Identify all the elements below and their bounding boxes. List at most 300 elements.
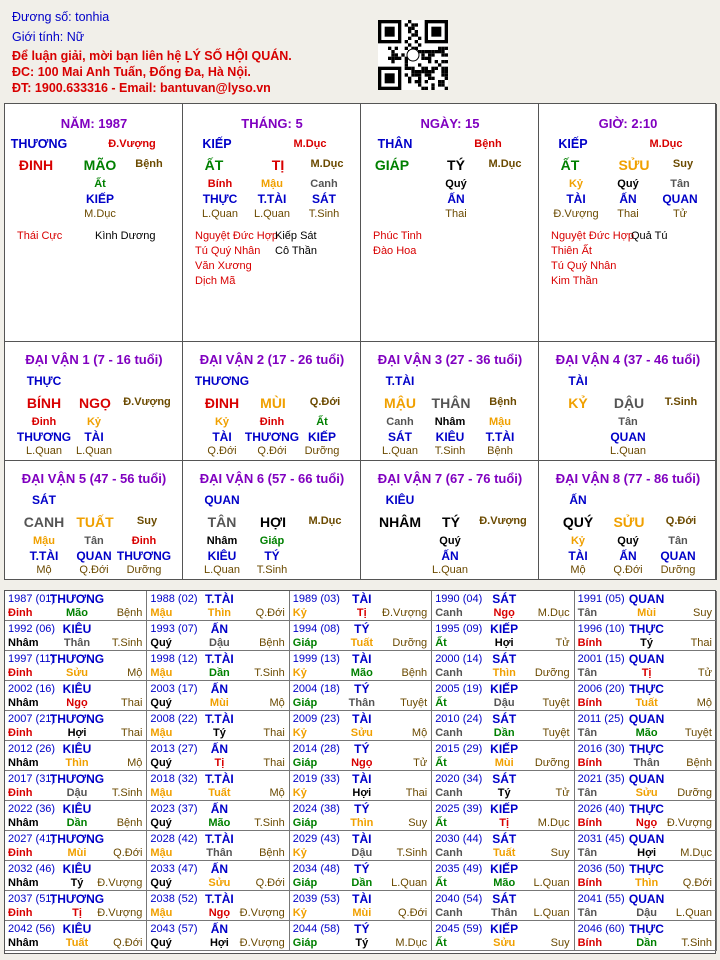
dv-hidden-stem: Tân — [618, 416, 638, 428]
year-stem: Quý — [150, 697, 172, 709]
dai-van-god: THỰC — [26, 374, 62, 388]
year-stem: Đinh — [8, 787, 33, 799]
star-left: Tú Quý Nhân — [195, 245, 261, 257]
year-cell — [5, 711, 147, 741]
year-cell — [5, 861, 147, 891]
pillar-life-stage: Bệnh — [135, 158, 163, 170]
year-stem: Mậu — [150, 667, 173, 679]
year-branch: Dậu — [66, 787, 88, 799]
dv-hidden-stage: Dưỡng — [126, 564, 162, 576]
year-cell — [575, 741, 717, 771]
year-branch: Dậu — [351, 847, 373, 859]
year-stem: Nhâm — [8, 817, 39, 829]
year-label: 2013 (27) — [150, 743, 198, 755]
hidden-stem: Mậu — [261, 178, 283, 190]
year-cell — [290, 891, 432, 921]
dv-hidden-god: TÝ — [264, 549, 280, 563]
year-stem: Đinh — [8, 727, 33, 739]
dv-hidden-god: TÀI — [212, 430, 232, 444]
year-stage: Đ.Vượng — [239, 907, 285, 919]
year-god: SÁT — [492, 832, 517, 846]
year-label: 2022 (36) — [8, 803, 56, 815]
year-god: THỰC — [629, 622, 664, 636]
year-branch: Ngọ — [635, 817, 658, 829]
year-stem: Ất — [435, 697, 447, 709]
year-god: KIẾP — [490, 622, 519, 636]
owner-label: Đương số: — [12, 10, 76, 24]
year-stage: Mộ — [127, 757, 143, 769]
year-cell — [575, 801, 717, 831]
year-cell — [147, 591, 289, 621]
dai-van-7 — [361, 461, 539, 580]
year-stage: Suy — [550, 937, 570, 949]
year-stage: Dưỡng — [392, 637, 428, 649]
hidden-stem-stage: Thai — [445, 208, 467, 220]
qr-svg — [378, 20, 448, 90]
year-god: QUAN — [628, 592, 665, 606]
year-stem: Nhâm — [8, 937, 39, 949]
star-left: Tú Quý Nhân — [551, 260, 617, 272]
year-stage: Tử — [413, 757, 428, 769]
year-label: 2004 (18) — [292, 683, 340, 695]
year-branch: Sửu — [493, 937, 516, 949]
year-branch: Tý — [355, 937, 369, 949]
hidden-stem-god: ẤN — [619, 192, 637, 206]
pillar-stem-god: KIẾP — [558, 137, 588, 151]
year-stage: Dưỡng — [534, 667, 570, 679]
hidden-stem-stage: T.Sinh — [308, 208, 340, 220]
year-stem: Kỷ — [292, 907, 307, 919]
pillar-earthly-branch: TỊ — [271, 157, 285, 173]
pillar-life-stage: M.Dục — [488, 158, 522, 170]
year-god: KIÊU — [62, 622, 92, 636]
year-branch: Tị — [356, 607, 367, 619]
star-right: Cô Thần — [275, 245, 317, 257]
year-branch: Tuất — [208, 787, 231, 799]
owner-name: tonhia — [75, 10, 110, 24]
star-left: Nguyệt Đức Hợp — [551, 230, 635, 242]
year-stage: Thai — [120, 727, 143, 739]
year-cell — [432, 921, 574, 951]
year-stage: Suy — [550, 847, 570, 859]
dv-hidden-stem: Đinh — [259, 416, 285, 428]
year-stage: Mộ — [411, 727, 428, 739]
year-god: THỰC — [629, 682, 664, 696]
dai-van-god: SÁT — [32, 493, 56, 507]
year-branch: Sửu — [65, 667, 89, 679]
year-branch: Thân — [348, 697, 375, 709]
dv-hidden-stage: L.Quan — [75, 445, 113, 457]
year-label: 2012 (26) — [8, 743, 56, 755]
dai-van-1 — [5, 342, 183, 461]
year-stem: Nhâm — [8, 637, 39, 649]
year-branch: Dần — [209, 667, 230, 679]
year-branch: Sửu — [350, 727, 373, 739]
year-god: ẤN — [210, 682, 229, 696]
year-god: ẤN — [210, 622, 229, 636]
year-branch: Dậu — [209, 637, 230, 649]
year-stage: L.Quan — [533, 877, 570, 889]
year-label: 2018 (32) — [150, 773, 198, 785]
year-stage: Q.Đới — [255, 607, 285, 619]
year-cell — [290, 861, 432, 891]
year-branch: Tý — [497, 787, 511, 799]
year-branch: Thân — [633, 757, 660, 769]
star-right: Kiếp Sát — [275, 230, 317, 242]
year-cell — [147, 891, 289, 921]
year-stem: Tân — [577, 607, 598, 619]
dv-hidden-stage: Dưỡng — [660, 564, 696, 576]
year-stem: Giáp — [292, 877, 318, 889]
pillar-stem-god: KIẾP — [202, 137, 232, 151]
year-god: TÀI — [352, 592, 372, 606]
year-stem: Tân — [577, 847, 598, 859]
hidden-stem: Ất — [94, 178, 106, 190]
year-stem: Tân — [577, 907, 598, 919]
year-stage: Bệnh — [116, 817, 143, 829]
dai-van-stage: T.Sinh — [664, 396, 698, 408]
year-stage: Mộ — [696, 697, 712, 709]
year-branch: Ngọ — [208, 907, 231, 919]
hidden-stem-stage: M.Dục — [84, 208, 116, 220]
year-god: SÁT — [492, 892, 517, 906]
star-left: Thiên Ất — [551, 245, 592, 257]
year-stage: Tuyệt — [400, 697, 428, 709]
year-god: SÁT — [492, 772, 517, 786]
year-branch: Mão — [493, 877, 516, 889]
hidden-stem: Bính — [207, 178, 233, 190]
year-label: 1997 (11) — [8, 653, 55, 665]
year-stage: L.Quan — [533, 907, 570, 919]
year-label: 2007 (21) — [8, 713, 56, 725]
year-label: 2025 (39) — [435, 803, 483, 815]
year-branch: Mùi — [637, 607, 657, 619]
year-cell — [5, 651, 147, 681]
qr-code-icon — [378, 20, 448, 90]
year-stem: Tân — [577, 787, 598, 799]
year-label: 2038 (52) — [150, 893, 198, 905]
dai-van-branch: NGỌ — [79, 395, 111, 411]
year-stage: Tử — [555, 637, 570, 649]
contact-address: ĐC: 100 Mai Anh Tuấn, Đống Đa, Hà Nội. — [12, 65, 251, 79]
dai-van-title: ĐẠI VẬN 7 (67 - 76 tuổi) — [377, 471, 523, 486]
dv-hidden-stem: Quý — [439, 535, 461, 547]
year-stage: Đ.Vượng — [239, 937, 285, 949]
year-god: TÀI — [352, 832, 372, 846]
dai-van-title: ĐẠI VẬN 1 (7 - 16 tuổi) — [25, 352, 163, 367]
year-branch: Tị — [499, 817, 510, 829]
dai-van-god: KIÊU — [385, 493, 415, 507]
year-stem: Ất — [435, 757, 447, 769]
pillar-stem-state: M.Dục — [649, 138, 683, 150]
year-cell — [147, 861, 289, 891]
year-stage: Suy — [408, 817, 428, 829]
year-stem: Canh — [435, 667, 463, 679]
pillar-1 — [5, 104, 183, 342]
year-cell — [290, 921, 432, 951]
dai-van-branch: THÂN — [431, 395, 471, 411]
year-stem: Kỷ — [292, 727, 307, 739]
year-label: 2010 (24) — [435, 713, 483, 725]
year-god: THƯƠNG — [49, 832, 105, 846]
pillar-heavenly-stem: ẤT — [204, 157, 224, 173]
year-stem: Ất — [435, 877, 447, 889]
year-label: 1999 (13) — [292, 653, 340, 665]
year-god: QUAN — [628, 772, 665, 786]
hidden-stem-stage: Thai — [617, 208, 639, 220]
year-stage: Tuyệt — [542, 727, 570, 739]
year-god: QUAN — [628, 832, 665, 846]
year-stem: Đinh — [8, 607, 33, 619]
year-stage: Tuyệt — [542, 697, 570, 709]
year-cell — [432, 651, 574, 681]
dv-hidden-stem: Đinh — [31, 416, 57, 428]
year-label: 2005 (19) — [435, 683, 483, 695]
year-stem: Giáp — [292, 637, 318, 649]
year-branch: Hợi — [637, 847, 657, 859]
year-label: 2000 (14) — [435, 653, 483, 665]
year-branch: Tị — [72, 907, 82, 919]
year-stem: Mậu — [150, 907, 173, 919]
dai-van-branch: TÝ — [442, 514, 460, 530]
year-stem: Mậu — [150, 847, 173, 859]
year-stage: Q.Đới — [113, 937, 143, 949]
pillar-stem-state: Đ.Vượng — [108, 138, 156, 150]
year-god: KIẾP — [490, 742, 519, 756]
year-god: SÁT — [492, 592, 517, 606]
year-cell — [5, 621, 147, 651]
dv-hidden-stage: T.Sinh — [434, 445, 466, 457]
year-stem: Kỷ — [292, 847, 307, 859]
dv-hidden-stage: Q.Đới — [207, 445, 237, 457]
dai-van-branch: DẬU — [613, 395, 645, 411]
dai-van-stage: Đ.Vượng — [479, 515, 527, 527]
year-branch: Dần — [66, 817, 88, 829]
year-cell — [147, 801, 289, 831]
hidden-stem-god: TÀI — [566, 192, 586, 206]
year-stem: Ất — [435, 817, 447, 829]
year-label: 2017 (31) — [8, 773, 56, 785]
hidden-stem: Canh — [310, 178, 338, 190]
dv-hidden-god: THƯƠNG — [16, 430, 72, 444]
dv-hidden-god: TÀI — [84, 430, 104, 444]
pillar-stem-god: THƯƠNG — [10, 137, 68, 151]
year-cell — [147, 681, 289, 711]
year-god: ẤN — [210, 862, 229, 876]
year-label: 1988 (02) — [150, 593, 198, 605]
year-stage: Đ.Vượng — [382, 607, 428, 619]
yearly-table — [4, 590, 716, 954]
dv-hidden-god: ẤN — [619, 549, 637, 563]
dv-hidden-stage: L.Quan — [203, 564, 241, 576]
dai-van-title: ĐẠI VẬN 3 (27 - 36 tuổi) — [377, 352, 523, 367]
chart-grid — [4, 103, 716, 580]
year-stem: Quý — [150, 937, 172, 949]
year-stem: Đinh — [8, 847, 33, 859]
year-stem: Giáp — [292, 817, 318, 829]
dai-van-stem: QUÝ — [562, 514, 594, 530]
year-label: 1992 (06) — [8, 623, 56, 635]
year-cell — [290, 621, 432, 651]
year-label: 2037 (51) — [8, 893, 56, 905]
year-god: KIẾP — [490, 862, 519, 876]
year-branch: Thân — [491, 907, 518, 919]
dai-van-3 — [361, 342, 539, 461]
year-stage: Q.Đới — [255, 877, 285, 889]
year-cell — [575, 831, 717, 861]
year-branch: Mão — [208, 817, 231, 829]
year-branch: Sửu — [208, 877, 231, 889]
year-stem: Tân — [577, 667, 598, 679]
year-branch: Dậu — [636, 907, 657, 919]
year-god: KIẾP — [490, 922, 519, 936]
year-label: 2008 (22) — [150, 713, 198, 725]
dv-hidden-stem: Tân — [84, 535, 104, 547]
year-cell — [575, 591, 717, 621]
contact-phone-email: ĐT: 1900.633316 - Email: bantuvan@lyso.vn — [12, 81, 271, 95]
year-cell — [575, 621, 717, 651]
year-god: KIẾP — [490, 802, 519, 816]
year-branch: Tị — [641, 667, 652, 679]
hidden-stem: Kỷ — [568, 178, 584, 190]
year-stage: Q.Đới — [113, 847, 143, 859]
year-stage: Bệnh — [259, 637, 285, 649]
pillar-heavenly-stem: GIÁP — [374, 157, 410, 173]
year-stage: M.Dục — [395, 937, 428, 949]
year-god: TÝ — [354, 742, 370, 756]
year-cell — [147, 711, 289, 741]
year-cell — [5, 591, 147, 621]
year-branch: Mão — [635, 727, 658, 739]
dv-hidden-stem: Mậu — [33, 535, 55, 547]
pillar-heavenly-stem: ĐINH — [18, 157, 54, 173]
year-stem: Ất — [435, 637, 447, 649]
header — [0, 0, 720, 103]
year-god: THƯƠNG — [49, 892, 105, 906]
dai-van-stem: TÂN — [207, 514, 237, 530]
year-label: 1996 (10) — [577, 623, 625, 635]
year-stem: Canh — [435, 607, 463, 619]
year-stem: Quý — [150, 877, 172, 889]
year-branch: Ngọ — [493, 607, 515, 619]
year-branch: Dần — [636, 937, 657, 949]
star-left: Kim Thần — [551, 275, 598, 287]
year-stage: Bệnh — [116, 607, 143, 619]
year-label: 1994 (08) — [292, 623, 340, 635]
dai-van-branch: HỢI — [260, 514, 286, 530]
pillar-title: NGÀY: 15 — [420, 116, 480, 131]
year-label: 2026 (40) — [577, 803, 625, 815]
hidden-stem-stage: Đ.Vượng — [553, 208, 599, 220]
year-stem: Bính — [577, 937, 603, 949]
year-branch: Tị — [214, 757, 225, 769]
year-branch: Mùi — [352, 907, 372, 919]
year-cell — [147, 771, 289, 801]
year-god: KIẾP — [490, 682, 519, 696]
pillar-title: NĂM: 1987 — [60, 116, 128, 131]
year-label: 2006 (20) — [577, 683, 625, 695]
year-stem: Bính — [577, 877, 603, 889]
year-branch: Tý — [212, 727, 226, 739]
dv-hidden-stage: Mộ — [36, 564, 52, 576]
year-cell — [290, 651, 432, 681]
year-god: ẤN — [210, 922, 229, 936]
year-stem: Nhâm — [8, 757, 39, 769]
dai-van-god: QUAN — [204, 493, 240, 507]
year-label: 1993 (07) — [150, 623, 198, 635]
year-god: THƯƠNG — [49, 652, 105, 666]
pillar-title: THÁNG: 5 — [241, 116, 303, 131]
dai-van-god: ẤN — [569, 493, 587, 507]
gender-value: Nữ — [66, 30, 85, 44]
year-stage: Thai — [690, 637, 712, 649]
year-branch: Thìn — [207, 607, 231, 619]
year-stage: Suy — [693, 607, 712, 619]
dai-van-stage: Đ.Vượng — [123, 396, 171, 408]
year-stage: L.Quan — [391, 877, 428, 889]
year-cell — [147, 741, 289, 771]
year-stem: Canh — [435, 727, 463, 739]
dai-van-title: ĐẠI VẬN 8 (77 - 86 tuổi) — [555, 471, 701, 486]
year-stem: Kỷ — [292, 607, 307, 619]
year-branch: Mùi — [494, 757, 514, 769]
year-branch: Dần — [493, 727, 515, 739]
year-label: 1989 (03) — [292, 593, 340, 605]
year-god: TÝ — [354, 622, 370, 636]
year-cell — [575, 681, 717, 711]
year-god: THỰC — [629, 742, 664, 756]
dv-hidden-stage: Q.Đới — [613, 564, 643, 576]
year-label: 2003 (17) — [150, 683, 198, 695]
year-branch: Mùi — [209, 697, 229, 709]
year-cell — [290, 771, 432, 801]
year-label: 2016 (30) — [577, 743, 625, 755]
hidden-stem: Quý — [445, 178, 467, 190]
star-left: Phúc Tinh — [373, 230, 422, 242]
logo — [478, 8, 710, 96]
star-left: Nguyệt Đức Hợp — [195, 230, 279, 242]
dai-van-stem: CANH — [23, 514, 65, 530]
hidden-stem-stage: Tử — [672, 208, 688, 220]
year-label: 1991 (05) — [577, 593, 625, 605]
year-god: T.TÀI — [205, 892, 234, 906]
dv-hidden-stage: Q.Đới — [79, 564, 109, 576]
hidden-stem: Quý — [617, 178, 639, 190]
pillar-stem-god: THÂN — [377, 137, 413, 151]
dv-hidden-stage: L.Quan — [431, 564, 469, 576]
pillar-3 — [361, 104, 539, 342]
year-branch: Tuất — [350, 637, 373, 649]
star-left: Văn Xương — [195, 260, 252, 272]
hidden-stem-god: QUAN — [662, 192, 698, 206]
dv-hidden-god: THƯƠNG — [116, 549, 172, 563]
dv-hidden-stage: L.Quan — [25, 445, 63, 457]
year-stem: Bính — [577, 697, 603, 709]
year-stem: Mậu — [150, 607, 173, 619]
year-label: 2041 (55) — [577, 893, 625, 905]
year-cell — [5, 681, 147, 711]
year-god: T.TÀI — [205, 652, 234, 666]
year-god: SÁT — [492, 712, 517, 726]
year-stem: Mậu — [150, 787, 173, 799]
dv-hidden-god: KIÊU — [207, 549, 237, 563]
year-cell — [290, 681, 432, 711]
dai-van-stage: Q.Đới — [665, 515, 697, 527]
year-label: 2043 (57) — [150, 923, 198, 935]
year-god: SÁT — [492, 652, 517, 666]
year-god: TÝ — [354, 862, 370, 876]
year-stage: Tử — [555, 787, 570, 799]
